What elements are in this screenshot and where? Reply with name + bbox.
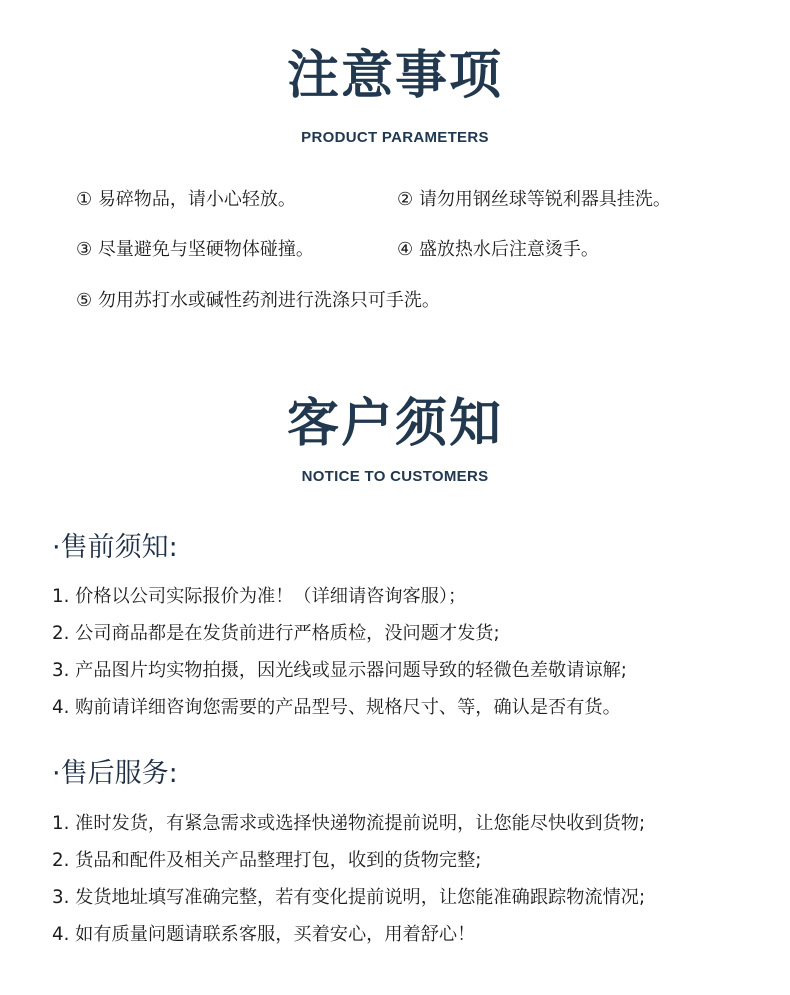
list-item: 4. 购前请详细咨询您需要的产品型号、规格尺寸、等，确认是否有货。 [52,697,621,718]
pre-sale-heading: ·售前须知: [52,532,178,563]
after-sale-heading: ·售后服务: [52,758,178,789]
list-item: 3. 发货地址填写准确完整，若有变化提前说明，让您能准确跟踪物流情况; [52,887,646,908]
list-item: 1. 价格以公司实际报价为准！（详细请咨询客服）； [52,586,467,607]
list-item: 2. 公司商品都是在发货前进行严格质检，没问题才发货; [52,623,500,644]
pre-sale-list [52,584,627,732]
customer-notice-subtitle: NOTICE TO CUSTOMERS [301,468,489,485]
list-item: 1. 准时发货，有紧急需求或选择快递物流提前说明，让您能尽快收到货物; [52,813,646,834]
precautions-subtitle: PRODUCT PARAMETERS [301,129,489,146]
precaution-item-2: ② 请勿用钢丝球等锐利器具挂洗。 [397,189,671,210]
precautions-title: 注意事项 [286,46,503,106]
precaution-item-4: ④ 盛放热水后注意烫手。 [397,239,599,260]
list-item: 4. 如有质量问题请联系客服，买着安心，用着舒心！ [52,924,476,945]
after-sale-list [52,811,645,959]
list-item: 2. 货品和配件及相关产品整理打包，收到的货物完整; [52,850,482,871]
list-item: 3. 产品图片均实物拍摄，因光线或显示器问题导致的轻微色差敬请谅解; [52,660,627,681]
precaution-item-3: ③ 尽量避免与坚硬物体碰撞。 [76,239,314,260]
precaution-item-5: ⑤ 勿用苏打水或碱性药剂进行洗涤只可手洗。 [76,290,440,311]
precaution-item-1: ① 易碎物品，请小心轻放。 [76,189,296,210]
customer-notice-title: 客户须知 [286,394,503,454]
